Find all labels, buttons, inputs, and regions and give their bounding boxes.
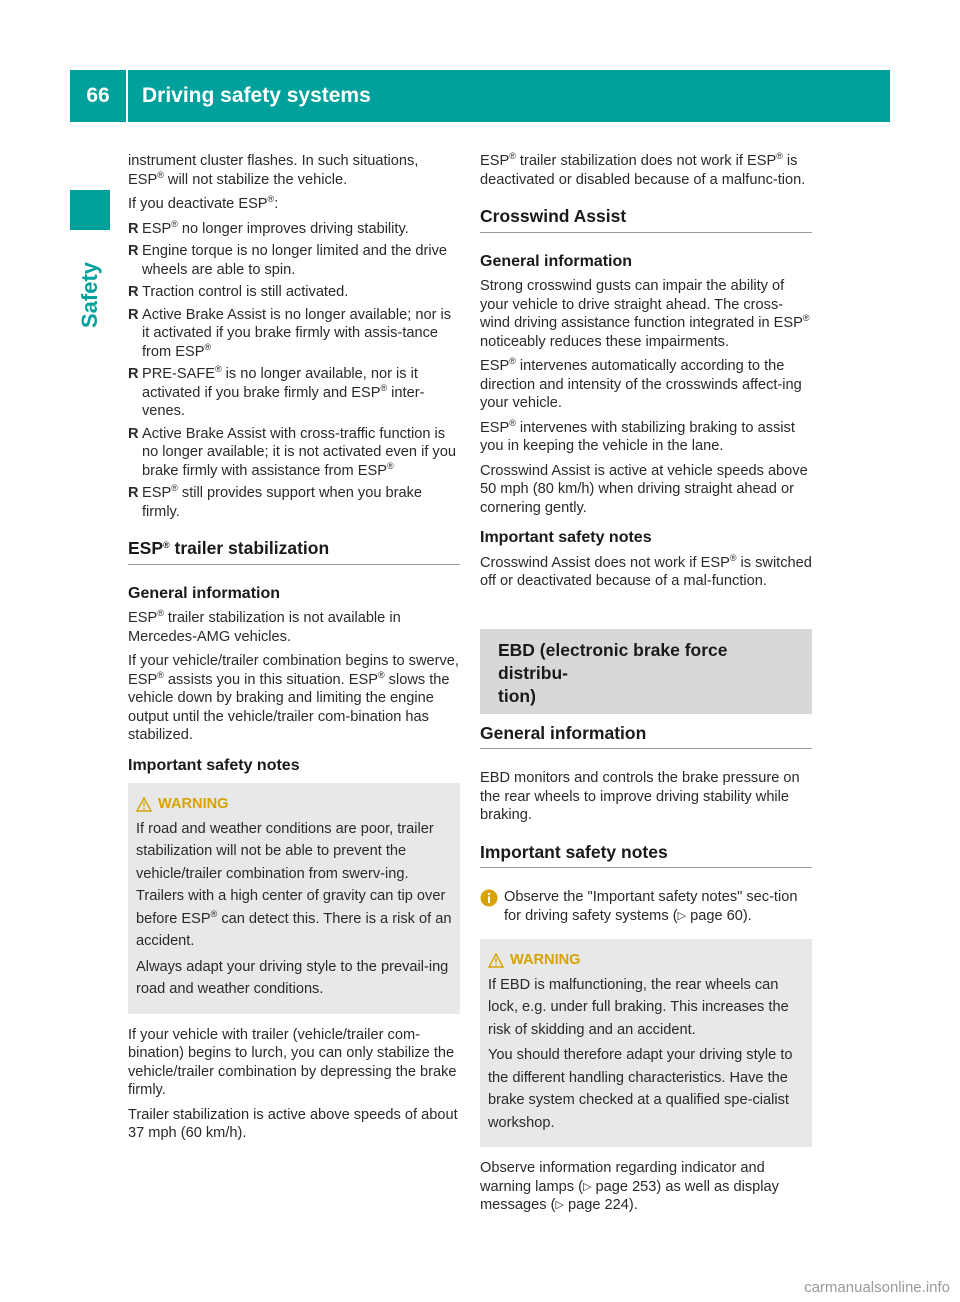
watermark: carmanualsonline.info xyxy=(804,1279,950,1296)
list-item: R Active Brake Assist is no longer available; nor is it activated if you brake firmly with assis-tance from ESP® xyxy=(128,306,452,360)
page-link[interactable]: page 224 xyxy=(567,1197,629,1213)
heading-general-information-ebd: General information xyxy=(480,724,812,750)
heading-important-safety-notes-ebd: Important safety notes xyxy=(480,843,812,869)
warning-title: WARNING xyxy=(488,949,804,972)
paragraph: If you deactivate ESP®: xyxy=(128,194,279,212)
paragraph: Strong crosswind gusts can impair the ability of your vehicle to drive straight ahead. The cross-wind driving assistance function integrated in ESP® noticeably reduces these impairments. xyxy=(480,278,810,350)
warning-box xyxy=(128,783,460,1014)
info-text: Observe the "Important safety notes" sec-tion for driving safety systems (▷ page 60). xyxy=(504,889,798,924)
warning-text: If EBD is malfunctioning, the rear wheels can lock, e.g. under full braking. This increases the risk of skidding and an accident. xyxy=(488,976,789,1038)
warning-triangle-icon xyxy=(488,953,504,968)
paragraph: ESP® intervenes with stabilizing braking to assist you in keeping the vehicle in the lane. xyxy=(480,417,795,454)
paragraph: If your vehicle with trailer (vehicle/trailer com-bination) begins to lurch, you can only stabilize the vehicle/trailer combination by depressing the brake firmly. xyxy=(128,1026,457,1098)
list-item: R PRE-SAFE® is no longer available, nor is it activated if you brake firmly and ESP® inter-venes. xyxy=(128,364,425,419)
page-link[interactable]: page 60 xyxy=(690,907,743,924)
side-tab-marker xyxy=(70,190,110,230)
side-tab-label: Safety xyxy=(77,261,103,329)
list-item: R Traction control is still activated. xyxy=(128,284,349,300)
page-number: 66 xyxy=(86,84,110,107)
header-divider xyxy=(126,70,128,122)
left-column xyxy=(128,152,460,1149)
warning-text: Always adapt your driving style to the prevail-ing road and weather conditions. xyxy=(136,958,449,997)
heading-general-information: General information xyxy=(480,252,633,270)
heading-esp-trailer-stabilization: ESP® trailer stabilization xyxy=(128,539,460,565)
right-column xyxy=(480,152,812,1221)
page-link[interactable]: page 253 xyxy=(595,1178,657,1195)
info-note xyxy=(480,888,812,925)
paragraph: Crosswind Assist does not work if ESP® is switched off or deactivated because of a mal-function. xyxy=(480,552,812,589)
list-item: R Active Brake Assist with cross-traffic function is no longer available; it is not activated even if you brake firmly with assistance from ESP® xyxy=(128,425,456,479)
paragraph: EBD monitors and controls the brake pressure on the rear wheels to improve driving stability while braking. xyxy=(480,770,800,823)
heading-general-information: General information xyxy=(128,584,281,602)
paragraph: ESP® trailer stabilization does not work if ESP® is deactivated or disabled because of a malfunc-tion. xyxy=(480,151,806,188)
heading-ebd: EBD (electronic brake force distribu- tion) xyxy=(480,629,812,714)
heading-important-safety-notes: Important safety notes xyxy=(480,529,652,546)
list-item: R ESP® no longer improves driving stability. xyxy=(128,218,409,237)
warning-box xyxy=(480,939,812,1147)
bullet-list xyxy=(128,220,460,522)
paragraph: Observe information regarding indicator and warning lamps (▷ page 253) as well as display messages (▷ page 224). xyxy=(480,1160,779,1213)
section-title: Driving safety systems xyxy=(142,84,371,107)
list-item: R Engine torque is no longer limited and the drive wheels are able to spin. xyxy=(128,243,448,278)
heading-crosswind-assist: Crosswind Assist xyxy=(480,207,812,233)
list-item: R ESP® still provides support when you brake firmly. xyxy=(128,483,423,520)
paragraph: ESP® intervenes automatically according to the direction and intensity of the crosswinds affect-ing your vehicle. xyxy=(480,356,802,411)
paragraph: Crosswind Assist is active at vehicle speeds above 50 mph (80 km/h) when driving straight ahead or cornering gently. xyxy=(480,462,808,516)
side-tab xyxy=(64,250,116,340)
paragraph: instrument cluster flashes. In such situations, ESP® will not stabilize the vehicle. xyxy=(128,153,419,188)
paragraph: Trailer stabilization is active above speeds of about 37 mph (60 km/h). xyxy=(128,1106,458,1141)
warning-triangle-icon xyxy=(136,797,152,812)
warning-text: If road and weather conditions are poor, trailer stabilization will not be able to prevent the vehicle/trailer combination from swerv-ing. Trailers with a high center of gravity can tip over before ESP® can detect this. There is a risk of an accident. xyxy=(136,820,452,949)
heading-important-safety-notes: Important safety notes xyxy=(128,756,300,774)
info-icon xyxy=(480,889,498,907)
warning-title: WARNING xyxy=(136,793,452,816)
warning-text: You should therefore adapt your driving style to the different handling characteristics. Have the brake system checked at a qualified spe-cialist workshop. xyxy=(488,1047,793,1131)
paragraph: If your vehicle/trailer combination begins to swerve, ESP® assists you in this situation. ESP® slows the vehicle down by braking and limiting the engine output until the vehicle/trailer com-bination has stabilized. xyxy=(128,653,459,743)
paragraph: ESP® trailer stabilization is not available in Mercedes-AMG vehicles. xyxy=(128,608,401,645)
